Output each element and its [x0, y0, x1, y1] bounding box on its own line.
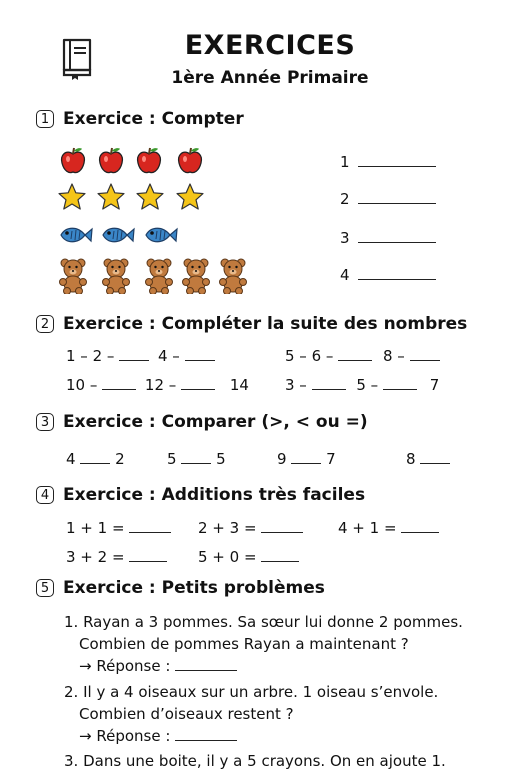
section-number: 1	[36, 110, 54, 128]
fish-icon	[100, 220, 136, 250]
teddy-bear-icon	[217, 258, 249, 294]
problem-2: 2. Il y a 4 oiseaux sur un arbre. 1 oiseau s’envole. Combien d’oiseaux restent ? → Réponse :	[64, 683, 439, 745]
answer-blank[interactable]	[129, 518, 171, 533]
sequence-row-b: 5 – 6 – 8 –	[285, 346, 440, 365]
compare-3: 9 7	[277, 450, 336, 468]
answer-blank[interactable]	[312, 375, 346, 390]
page-title: EXERCICES	[184, 30, 356, 61]
answer-blank[interactable]	[401, 518, 439, 533]
addition-5: 5 + 0 =	[198, 547, 299, 566]
count-answer-3: 3	[340, 228, 436, 247]
answer-blank[interactable]	[261, 518, 303, 533]
answer-blank[interactable]	[358, 265, 436, 280]
section-title: Exercice : Additions très faciles	[63, 485, 366, 505]
addition-2: 2 + 3 =	[198, 518, 303, 537]
fish-icon	[143, 220, 179, 250]
section-title: Exercice : Comparer (>, < ou =)	[63, 412, 368, 432]
sequence-row-a: 1 – 2 – 4 –	[66, 346, 215, 365]
answer-blank[interactable]	[358, 189, 436, 204]
star-icon	[175, 182, 205, 212]
problem-1: 1. Rayan a 3 pommes. Sa sœur lui donne 2 pommes. Combien de pommes Rayan a maintenant ? → Réponse :	[64, 613, 463, 675]
answer-blank[interactable]	[185, 346, 215, 361]
apple-icon	[96, 145, 126, 175]
answer-blank[interactable]	[410, 346, 440, 361]
addition-4: 3 + 2 =	[66, 547, 167, 566]
section-4-heading	[36, 484, 365, 506]
teddy-bear-icon	[143, 258, 175, 294]
answer-blank[interactable]	[175, 726, 237, 741]
answer-blank[interactable]	[338, 346, 372, 361]
apple-icon	[175, 145, 205, 175]
section-title: Exercice : Compter	[63, 109, 244, 129]
answer-blank[interactable]	[119, 346, 149, 361]
section-3-heading	[36, 411, 368, 433]
sequence-row-d: 3 – 5 – 7	[285, 376, 440, 394]
compare-2: 5 5	[167, 450, 226, 468]
section-1-heading	[36, 108, 244, 130]
answer-blank[interactable]	[291, 449, 321, 464]
count-answer-2: 2	[340, 189, 436, 208]
teddy-bear-icon	[57, 258, 89, 294]
compare-4: 8	[406, 449, 450, 468]
apple-icon	[58, 145, 88, 175]
teddy-bear-icon	[100, 258, 132, 294]
addition-3: 4 + 1 =	[338, 518, 439, 537]
sequence-row-c: 10 – 12 – 14	[66, 376, 249, 394]
count-answer-1: 1	[340, 152, 436, 171]
star-icon	[57, 182, 87, 212]
teddy-bear-icon	[180, 258, 212, 294]
section-5-heading	[36, 577, 325, 599]
section-number: 2	[36, 315, 54, 333]
compare-1: 4 2	[66, 450, 125, 468]
page-subtitle: 1ère Année Primaire	[171, 68, 369, 88]
answer-blank[interactable]	[80, 449, 110, 464]
section-title: Exercice : Compléter la suite des nombres	[63, 314, 468, 334]
answer-blank[interactable]	[102, 375, 136, 390]
fish-icon	[58, 220, 94, 250]
section-number: 5	[36, 579, 54, 597]
count-answer-4: 4	[340, 265, 436, 284]
answer-blank[interactable]	[358, 152, 436, 167]
answer-blank[interactable]	[129, 547, 167, 562]
section-title: Exercice : Petits problèmes	[63, 578, 325, 598]
answer-blank[interactable]	[181, 375, 215, 390]
answer-blank[interactable]	[261, 547, 299, 562]
problem-3: 3. Dans une boite, il y a 5 crayons. On en ajoute 1.	[64, 752, 446, 770]
answer-blank[interactable]	[181, 449, 211, 464]
star-icon	[135, 182, 165, 212]
section-number: 3	[36, 413, 54, 431]
answer-blank[interactable]	[420, 449, 450, 464]
section-number: 4	[36, 486, 54, 504]
answer-blank[interactable]	[358, 228, 436, 243]
answer-blank[interactable]	[175, 656, 237, 671]
addition-1: 1 + 1 =	[66, 518, 171, 537]
answer-blank[interactable]	[383, 375, 417, 390]
apple-icon	[134, 145, 164, 175]
star-icon	[96, 182, 126, 212]
section-2-heading	[36, 313, 467, 335]
